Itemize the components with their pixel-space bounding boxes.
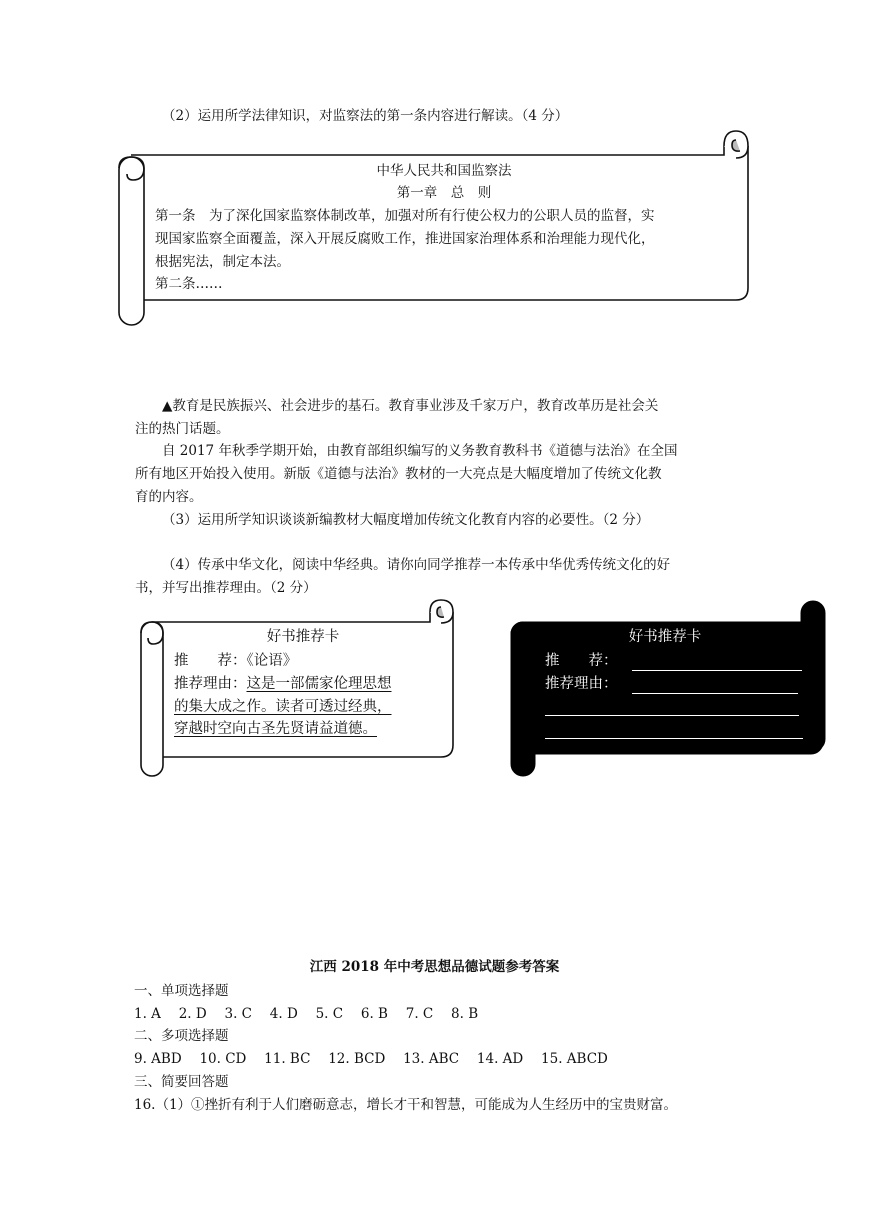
section-3-heading: 三、简要回答题 (134, 1074, 229, 1090)
question-4-line-1: （4）传承中华文化，阅读中华经典。请你向同学推荐一本传承中华优秀传统文化的好 (162, 557, 671, 573)
section-2-heading: 二、多项选择题 (134, 1028, 229, 1044)
blank-card-recommend-answer-line[interactable] (632, 670, 802, 671)
question-3-prompt: （3）运用所学知识谈谈新编教材大幅度增加传统文化教育内容的必要性。（2 分） (162, 512, 650, 528)
example-card-title: 好书推荐卡 (266, 629, 340, 645)
example-card-reason-label: 推荐理由： (174, 676, 247, 692)
education-para-2-line-3: 育的内容。 (135, 489, 203, 505)
blank-card-reason-answer-line-1[interactable] (632, 693, 798, 694)
example-card-reason-line-3: 穿越时空向古圣先贤请益道德。 (174, 721, 377, 737)
section-2-answers: 9. ABD 10. CD 11. BC 12. BCD 13. ABC 14. AD 15. ABCD (134, 1051, 608, 1067)
law-title: 中华人民共和国监察法 (376, 163, 512, 179)
law-article-1-line-2: 现国家监察全面覆盖，深入开展反腐败工作，推进国家治理体系和治理能力现代化， (155, 231, 655, 247)
example-card-recommend-label: 推 荐： (174, 653, 247, 669)
example-card-book-title: 《论语》 (246, 653, 298, 669)
education-para-2-line-1: 自 2017 年秋季学期开始，由教育部组织编写的义务教育教科书《道德与法治》在全国 (162, 443, 678, 459)
question-2-prompt: （2）运用所学法律知识，对监察法的第一条内容进行解读。（4 分） (162, 108, 569, 124)
blank-card-reason-answer-line-3[interactable] (545, 738, 803, 739)
blank-card-title: 好书推荐卡 (628, 629, 702, 645)
section-1-heading: 一、单项选择题 (134, 983, 229, 999)
example-card-reason-line-1: 这是一部儒家伦理思想 (246, 676, 392, 692)
blank-card-reason-answer-line-2[interactable] (545, 715, 799, 716)
blank-recommendation-card (535, 626, 805, 754)
law-article-1-line-1: 第一条 为了深化国家监察体制改革，加强对所有行使公权力的公职人员的监督，实 (155, 208, 655, 224)
law-article-1-line-3: 根据宪法，制定本法。 (155, 254, 290, 270)
question-16-answer: 16.（1）①挫折有利于人们磨砺意志，增长才干和智慧，可能成为人生经历中的宝贵财富。 (134, 1097, 678, 1113)
education-para-2-line-2: 所有地区开始投入使用。新版《道德与法治》教材的一大亮点是大幅度增加了传统文化教 (135, 466, 662, 482)
law-article-2: 第二条…… (155, 276, 223, 292)
education-para-1-line-2: 注的热门话题。 (135, 421, 230, 437)
law-chapter-heading: 第一章 总 则 (396, 185, 492, 201)
example-card-reason-line-2: 的集大成之作。读者可透过经典， (174, 699, 392, 715)
question-4-line-2: 书，并写出推荐理由。（2 分） (135, 580, 317, 596)
blank-card-reason-label: 推荐理由： (545, 676, 618, 692)
education-para-1-line-1: ▲教育是民族振兴、社会进步的基石。教育事业涉及千家万户，教育改革历是社会关 (162, 398, 659, 414)
answer-key-heading: 江西 2018 年中考思想品德试题参考答案 (309, 959, 560, 975)
section-1-answers: 1. A 2. D 3. C 4. D 5. C 6. B 7. C 8. B (134, 1006, 479, 1022)
blank-card-recommend-label: 推 荐： (545, 653, 618, 669)
